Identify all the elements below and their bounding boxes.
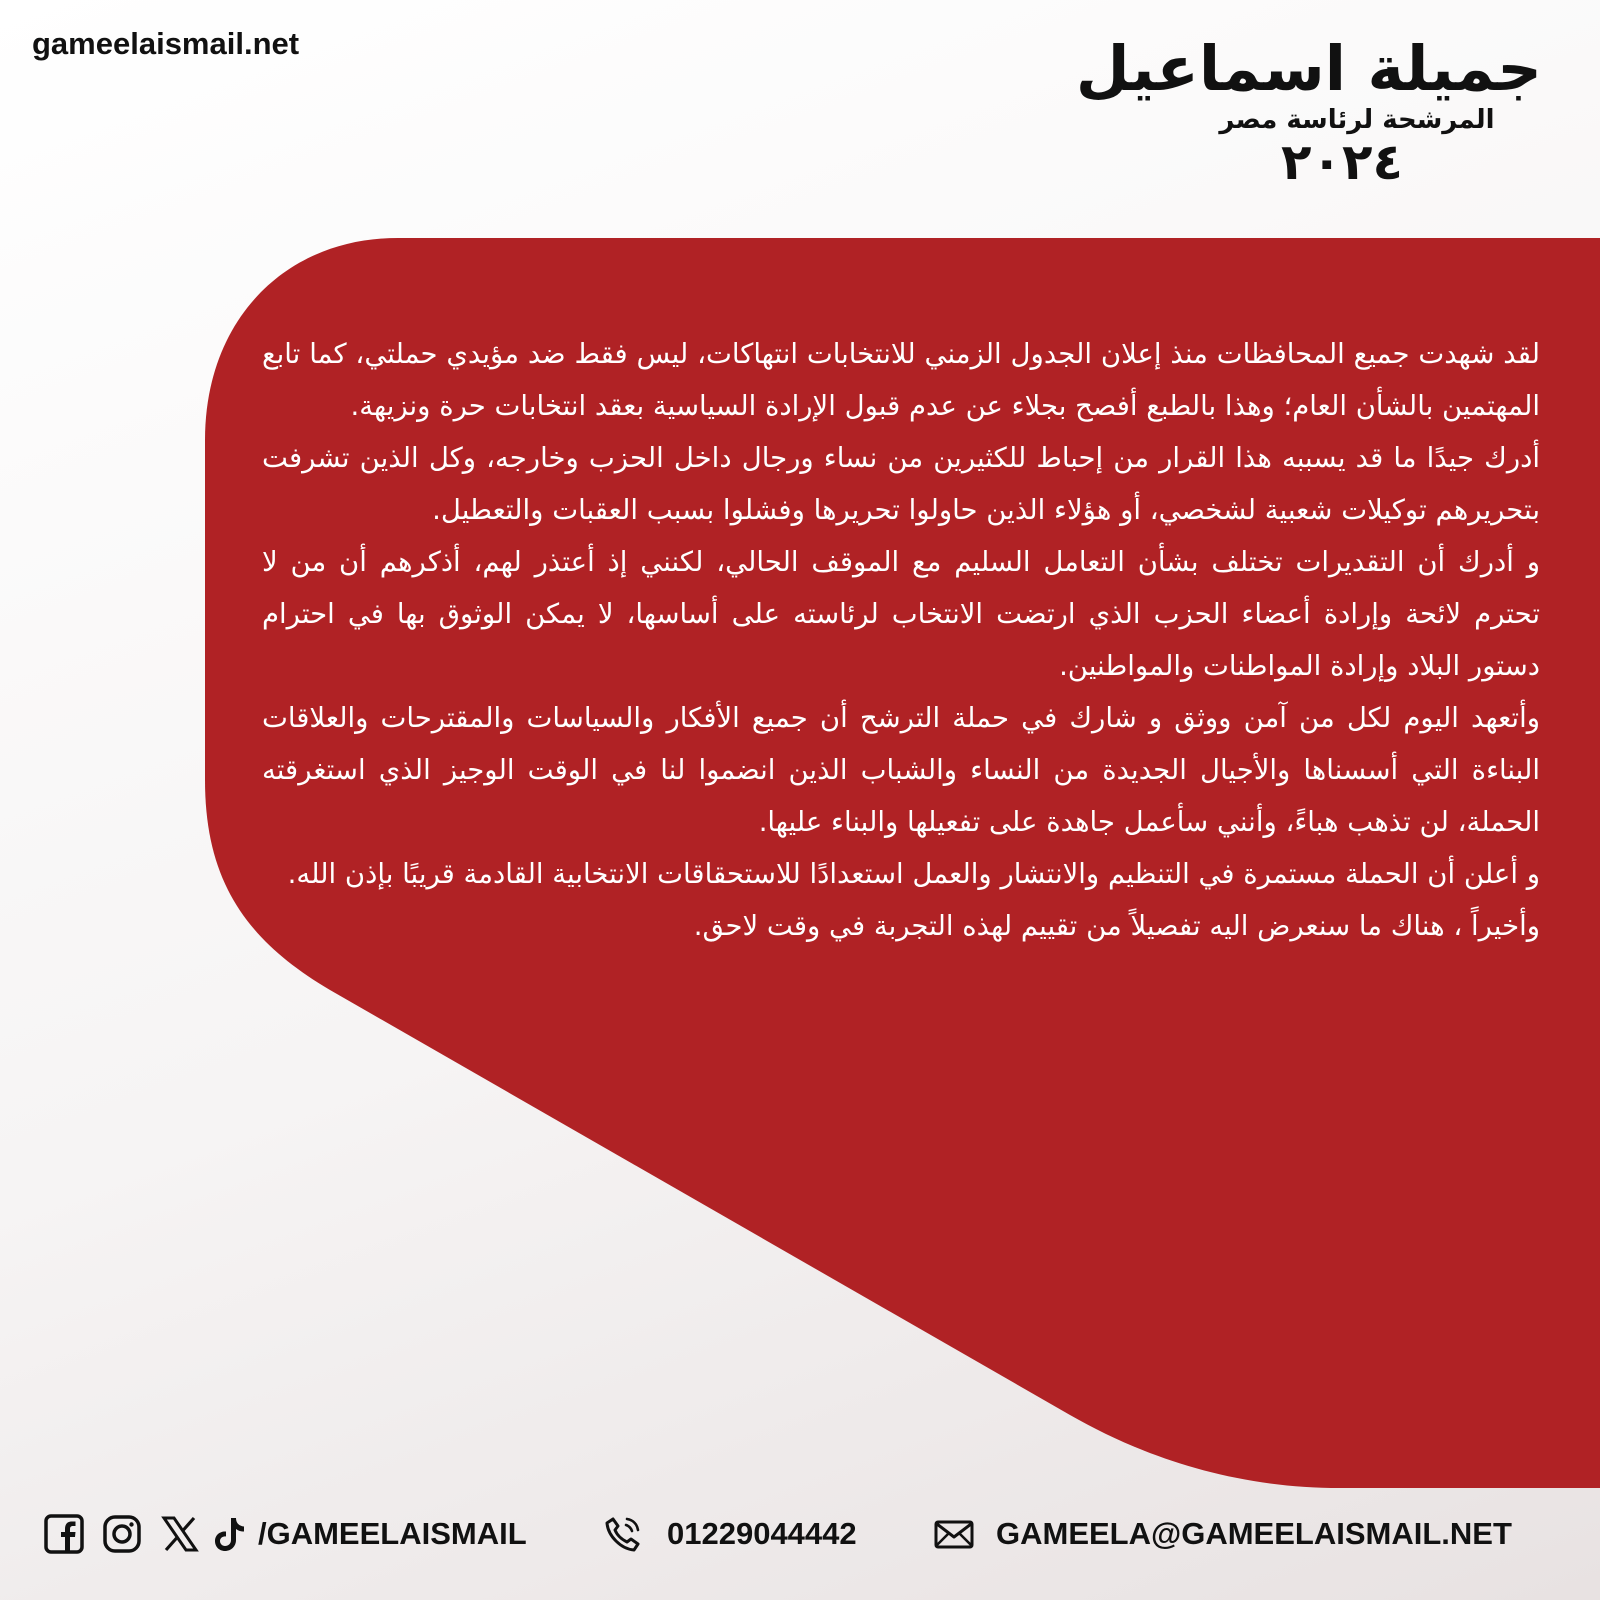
instagram-icon[interactable]: [102, 1514, 142, 1554]
candidate-header: [1022, 32, 1542, 192]
tiktok-icon[interactable]: [210, 1514, 250, 1554]
mail-icon: [934, 1514, 974, 1554]
x-icon[interactable]: [160, 1514, 200, 1554]
phone-icon: [603, 1514, 643, 1554]
facebook-icon[interactable]: [44, 1514, 84, 1554]
footer-social: [44, 1511, 527, 1557]
statement-paragraph: وأتعهد اليوم لكل من آمن ووثق و شارك في حملة الترشح أن جميع الأفكار والسياسات والمقترحات والعلاقات البناءة التي أسسناها والأجيال الجديدة من النساء والشباب الذين انضموا لنا في الوقت الوجيز الذي استغرقته الحملة، لن تذهب هباءً، وأنني سأعمل جاهدة على تفعيلها والبناء عليها.: [262, 702, 1540, 838]
social-handle[interactable]: /GAMEELAISMAIL: [258, 1516, 527, 1551]
statement-paragraph: و أدرك أن التقديرات تختلف بشأن التعامل السليم مع الموقف الحالي، لكنني إذ أعتذر لهم، أذكرهم أن من لا تحترم لائحة وإرادة أعضاء الحزب الذي ارتضت الانتخاب لرئاسته على أساسها، لا يمكن الوثوق بها في احترام دستور البلاد وإرادة المواطنات والمواطنين.: [262, 546, 1540, 682]
statement-paragraph: وأخيراً ، هناك ما سنعرض اليه تفصيلاً من تقييم لهذه التجربة في وقت لاحق.: [693, 910, 1540, 942]
statement-paragraph: و أعلن أن الحملة مستمرة في التنظيم والانتشار والعمل استعدادًا للاستحقاقات الانتخابية القادمة قريبًا بإذن الله.: [287, 858, 1540, 890]
statement-text: [262, 328, 1540, 952]
candidate-name: جميلة اسماعيل: [1075, 32, 1542, 105]
candidate-subtitle: المرشحة لرئاسة مصر: [1219, 105, 1495, 136]
phone-number[interactable]: 01229044442: [667, 1516, 857, 1551]
campaign-year: ٢٠٢٤: [1280, 133, 1404, 192]
statement-paragraph: أدرك جيدًا ما قد يسببه هذا القرار من إحباط للكثيرين من نساء ورجال داخل الحزب وخارجه، وكل الذين تشرفت بتحريرهم توكيلات شعبية لشخصي، أو هؤلاء الذين حاولوا تحريرها وفشلوا بسبب العقبات والتعطيل.: [262, 442, 1540, 526]
footer-email: [934, 1511, 1512, 1557]
footer-phone: [603, 1511, 857, 1557]
email-address[interactable]: GAMEELA@GAMEELAISMAIL.NET: [996, 1516, 1512, 1551]
statement-paragraph: لقد شهدت جميع المحافظات منذ إعلان الجدول الزمني للانتخابات انتهاكات، ليس فقط ضد مؤيدي حملتي، كما تابع المهتمين بالشأن العام؛ وهذا بالطبع أفصح بجلاء عن عدم قبول الإرادة السياسية بعقد انتخابات حرة ونزيهة.: [262, 338, 1540, 422]
website-url[interactable]: gameelaismail.net: [32, 26, 300, 61]
